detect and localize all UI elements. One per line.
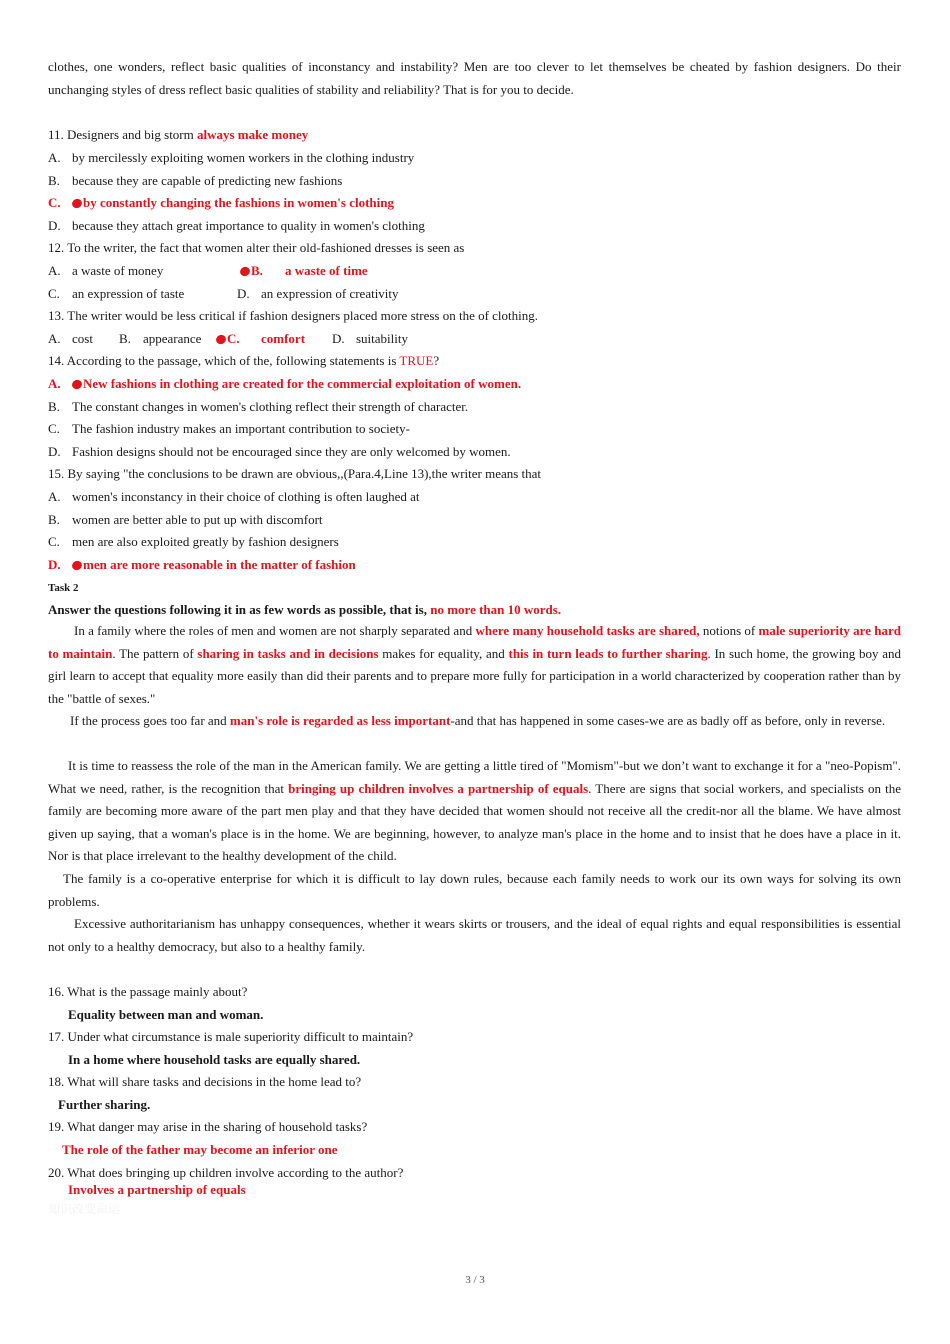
correct-answer-dot-icon <box>71 378 84 390</box>
task-2-heading: Task 2 <box>48 582 79 594</box>
highlighted-phrase: sharing in tasks and in decisions <box>197 645 379 661</box>
instruction-text: Answer the questions following it in as few words as possible, that is, <box>48 602 431 617</box>
question-20: 20. What does bringing up children involve according to the author? <box>48 1165 404 1180</box>
option-label: C. <box>48 421 60 436</box>
intro-line-2: unchanging styles of dress reflect basic qualities of stability and reliability? That is for you to decide. <box>48 81 574 97</box>
passage-text: notions of <box>699 623 759 638</box>
option-text: because they are capable of predicting new fashions <box>72 173 343 188</box>
q13-option-c-correct <box>216 330 305 348</box>
question-12-stem <box>48 239 464 257</box>
stem-text: 15. By saying "the conclusions to be drawn are obvious,,(Para.4,Line 13),the writer means that <box>48 466 542 481</box>
q12-option-a <box>48 262 163 280</box>
q12-option-d <box>237 285 399 303</box>
question-11-stem <box>48 126 308 144</box>
option-text: an expression of taste <box>72 286 185 301</box>
page-number: 3 / 3 <box>465 1274 485 1286</box>
correct-answer-dot-icon <box>71 197 84 209</box>
option-text: because they attach great importance to quality in women's clothing <box>72 218 425 233</box>
question-15-stem <box>48 465 541 483</box>
option-label: C. <box>48 534 60 549</box>
option-text: by constantly changing the fashions in women's clothing <box>83 195 394 210</box>
q14-option-c <box>48 420 410 438</box>
option-label: A. <box>48 331 61 346</box>
option-text: The constant changes in women's clothing reflect their strength of character. <box>72 399 469 414</box>
highlighted-phrase: man's role is regarded as less important <box>229 713 451 728</box>
intro-paragraph <box>48 56 901 101</box>
q14-option-a-correct <box>48 375 521 393</box>
instruction-highlight: no more than 10 words. <box>430 602 562 617</box>
option-label: D. <box>48 218 61 233</box>
stem-text: 13. The writer would be less critical if fashion designers placed more stress on the of clothing. <box>48 308 539 323</box>
option-text: comfort <box>261 331 306 346</box>
highlighted-phrase: bringing up children involves a partnership of equals <box>288 780 589 796</box>
answer-20: Involves a partnership of equals <box>68 1182 246 1197</box>
option-label: C. <box>48 286 60 301</box>
q12-option-c <box>48 285 184 303</box>
q15-option-d-correct <box>48 556 356 574</box>
answer-18: Further sharing. <box>58 1097 151 1112</box>
option-text: appearance <box>143 331 202 346</box>
passage-text: It is time to reassess the role of the man in the American family. We are getting a little tired of "Momism"-but we don’t want to exchange it for a "neo-Popism". What we need, rather, is the recognition that <box>48 758 901 796</box>
intro-line-1: clothes, one wonders, reflect basic qualities of inconstancy and instability? Men are too clever to let themselves be cheated by fashion designers. Do their <box>48 59 901 74</box>
question-17: 17. Under what circumstance is male superiority difficult to maintain? <box>48 1029 414 1044</box>
option-label: D. <box>48 444 61 459</box>
q13-option-a <box>48 330 93 348</box>
option-label: D. <box>237 286 250 301</box>
stem-highlight: always make money <box>197 127 309 142</box>
q13-option-d <box>332 330 408 348</box>
q11-option-c-correct <box>48 194 394 212</box>
passage-paragraph-5: Excessive authoritarianism has unhappy consequences, whether it wears skirts or trousers, and the ideal of equal rights and equal responsibilities is essential not only to a healthy democracy, but also to a healthy family. <box>48 916 901 954</box>
answer-16: Equality between man and woman. <box>68 1007 264 1022</box>
q14-option-d <box>48 443 511 461</box>
passage-paragraph-2 <box>48 710 901 733</box>
option-label: D. <box>48 557 61 572</box>
option-text: men are more reasonable in the matter of fashion <box>83 557 356 572</box>
question-14-stem <box>48 352 439 370</box>
option-label: C. <box>48 195 61 210</box>
option-text: women's inconstancy in their choice of clothing is often laughed at <box>72 489 420 504</box>
question-16: 16. What is the passage mainly about? <box>48 984 248 999</box>
q13-option-b <box>119 330 201 348</box>
option-label: A. <box>48 376 61 391</box>
q15-option-a <box>48 488 419 506</box>
passage-paragraph-4: The family is a co-operative enterprise for which it is difficult to lay down rules, because each family needs to work our its own ways for solving its own problems. <box>48 871 901 909</box>
q11-option-d <box>48 217 425 235</box>
option-label: A. <box>48 150 61 165</box>
option-label: D. <box>332 331 345 346</box>
stem-suffix: ? <box>433 353 440 368</box>
correct-answer-dot-icon <box>239 265 252 277</box>
q12-option-b-correct <box>240 262 368 280</box>
passage-text: If the process goes too far and <box>70 713 230 728</box>
passage-text: . The pattern of <box>112 645 198 661</box>
passage-text: makes for equality, and <box>378 645 509 661</box>
passage-text: . There are signs that social workers, and specialists on the family are becoming more aware of the part men play and that they have decided that women should not receive all the credit-nor all the blame. We have almost given up saying, that a woman's place is in the home. We are beginning, however, to analyze man's place in the home and to insist that he does have a place in it. Nor is that place irrelevant to the healthy development of the child. <box>48 780 902 864</box>
highlighted-phrase: male superiority are hard to maintain <box>48 623 901 661</box>
passage-text: -and that has happened in some cases-we are as badly off as before, only in reverse. <box>450 713 886 728</box>
watermark-text: 知识改变命运 <box>48 1202 121 1216</box>
passage-paragraph-1 <box>48 620 901 710</box>
correct-answer-dot-icon <box>215 333 228 345</box>
passage-paragraph-3 <box>48 755 901 868</box>
stem-text: 12. To the writer, the fact that women alter their old-fashioned dresses is seen as <box>48 240 465 255</box>
stem-text: 14. According to the passage, which of the, following statements is <box>48 353 400 368</box>
correct-answer-dot-icon <box>71 559 84 571</box>
option-text: by mercilessly exploiting women workers in the clothing industry <box>72 150 415 165</box>
q11-option-b <box>48 172 342 190</box>
option-text: New fashions in clothing are created for the commercial exploitation of women. <box>83 376 522 391</box>
answer-19: The role of the father may become an inferior one <box>62 1142 338 1157</box>
answer-17: In a home where household tasks are equally shared. <box>68 1052 361 1067</box>
option-text: cost <box>72 331 93 346</box>
option-label: A. <box>48 489 61 504</box>
option-text: Fashion designs should not be encouraged since they are only welcomed by women. <box>72 444 511 459</box>
q15-option-b <box>48 511 323 529</box>
passage-text: In a family where the roles of men and women are not sharply separated and <box>74 623 476 638</box>
question-18: 18. What will share tasks and decisions in the home lead to? <box>48 1074 362 1089</box>
q15-option-c <box>48 533 339 551</box>
option-label: C. <box>227 331 240 346</box>
option-text: suitability <box>356 331 408 346</box>
highlighted-phrase: where many household tasks are shared, <box>475 623 700 638</box>
question-19: 19. What danger may arise in the sharing of household tasks? <box>48 1119 368 1134</box>
q11-option-a <box>48 149 414 167</box>
option-label: B. <box>48 173 60 188</box>
option-text: an expression of creativity <box>261 286 399 301</box>
option-text: a waste of money <box>72 263 164 278</box>
option-label: B. <box>48 512 60 527</box>
option-label: B. <box>48 399 60 414</box>
q14-option-b <box>48 398 468 416</box>
passage-text: . In such home, the growing boy and girl learn to accept that equality more easily than did their parents and to prepare more fully for participation in a world characterized by cooperation rather than by the "battle of sexes." <box>48 645 901 706</box>
option-text: men are also exploited greatly by fashion designers <box>72 534 339 549</box>
option-text: women are better able to put up with discomfort <box>72 512 323 527</box>
option-label: B. <box>119 331 131 346</box>
stem-highlight: TRUE <box>399 353 434 368</box>
option-label: B. <box>251 263 263 278</box>
question-13-stem <box>48 307 538 325</box>
stem-text: 11. Designers and big storm <box>48 127 197 142</box>
highlighted-phrase: this in turn leads to further sharing <box>508 645 708 661</box>
task-2-instruction <box>48 601 561 619</box>
option-text: a waste of time <box>285 263 368 278</box>
option-text: The fashion industry makes an important contribution to society- <box>72 421 410 436</box>
option-label: A. <box>48 263 61 278</box>
